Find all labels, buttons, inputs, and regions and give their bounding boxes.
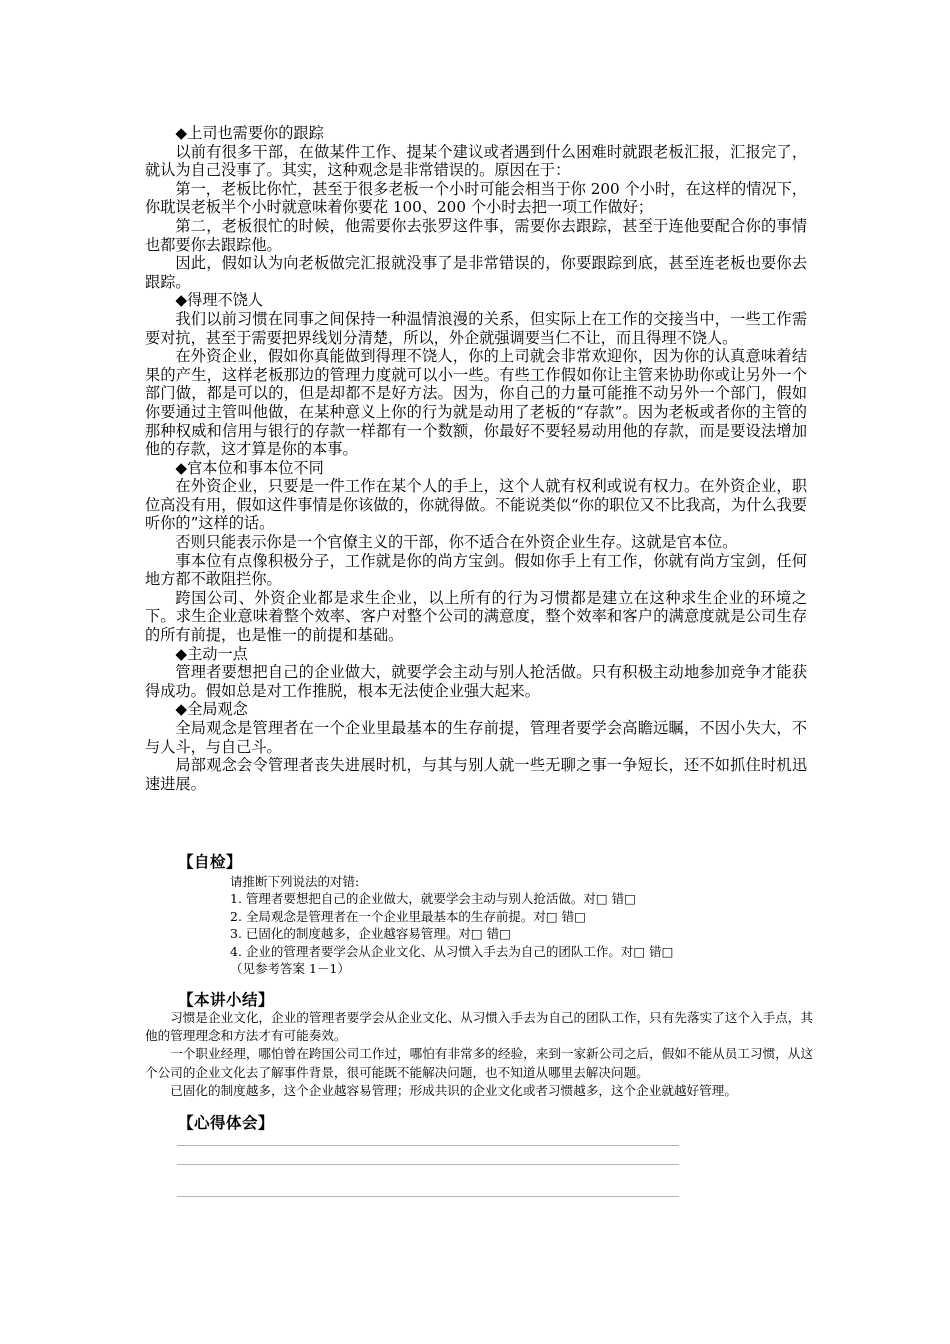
paragraph: 第二，老板很忙的时候，他需要你去张罗这件事，需要你去跟踪，甚至于连他要配合你的事情也都要你去跟踪他。 — [145, 216, 807, 254]
main-text — [145, 124, 807, 793]
heading-assertive: ◆得理不饶人 — [175, 291, 264, 310]
quiz-item: 2. 全局观念是管理者在一个企业里最基本的生存前提。对□ 错□ — [230, 908, 586, 924]
quiz-item: 3. 已固化的制度越多，企业越容易管理。对□ 错□ — [230, 926, 511, 942]
summary-paragraph: 已固化的制度越多，这个企业越容易管理；形成共识的企业文化或者习惯越多，这个企业就越好管理。 — [170, 1082, 737, 1098]
summary-paragraph: 一个职业经理，哪怕曾在跨国公司工作过，哪怕有非常多的经验，来到一家新公司之后，假如不能从员工习惯，从这个公司的企业文化去了解事件背景，很可能既不能解决问题，也不知道从哪里去解决问题。 — [145, 1046, 813, 1080]
quiz-item: 1. 管理者要想把自己的企业做大，就要学会主动与别人抢活做。对□ 错□ — [230, 891, 636, 907]
paragraph: 我们以前习惯在同事之间保持一种温情浪漫的关系，但实际上在工作的交接当中，一些工作需要对抗，甚至于需要把界线划分清楚，所以，外企就强调要当仁不让，而且得理不饶人。 — [145, 309, 807, 347]
paragraph: 在外资企业，假如你真能做到得理不饶人，你的上司就会非常欢迎你，因为你的认真意味着结果的产生，这样老板那边的管理力度就可以小一些。有些工作假如你让主管来协助你或让另外一个部门做，都是可以的，但是却都不是好方法。因为，你自己的力量可能推不动另外一个部门，假如你要通过主管叫他做，在某种意义上你的行为就是动用了老板的“存款”。因为老板或者你的主管的那种权威和信用与银行的存款一样都有一个数额，你最好不要轻易动用他的存款，而是要设法增加他的存款，这才算是你的本事。 — [145, 347, 807, 459]
summary-text — [145, 1009, 813, 1100]
paragraph: 全局观念是管理者在一个企业里最基本的生存前提，管理者要学会高瞻远瞩，不因小失大，不与人斗，与自己斗。 — [145, 719, 807, 756]
paragraph: 在外资企业，只要是一件工作在某个人的手上，这个人就有权利或说有权力。在外资企业，职位高没有用，假如这件事情是你该做的，你就得做。不能说类似“你的职位又不比我高，为什么我要听你的”这样的话。 — [145, 477, 807, 533]
paragraph: 事本位有点像积极分子，工作就是你的尚方宝剑。假如你手上有工作，你就有尚方宝剑，任何地方都不敢阻拦你。 — [145, 551, 807, 589]
reflection-writing-line — [177, 1164, 679, 1165]
heading-boss-tracking: ◆上司也需要你的跟踪 — [175, 124, 324, 142]
paragraph: 跨国公司、外资企业都是求生企业，以上所有的行为习惯都是建立在这种求生企业的环境之下。求生企业意味着整个效率、客户对整个公司的满意度，整个效率和客户的满意度就是公司生存的所有前提，也是惟一的前提和基础。 — [145, 588, 807, 645]
paragraph: 否则只能表示你是一个官僚主义的干部，你不适合在外资企业生存。这就是官本位。 — [175, 533, 738, 552]
paragraph: 第一，老板比你忙，甚至于很多老板一个小时可能会相当于你 200 个小时，在这样的情况下，你耽误老板半个小时就意味着你要花 100、200 个小时去把一项工作做好； — [145, 179, 807, 217]
reflection-title: 【心得体会】 — [178, 1114, 275, 1132]
reflection-writing-line — [177, 1196, 679, 1197]
paragraph: 局部观念会令管理者丧失进展时机，与其与别人就一些无聊之事一争短长，还不如抓住时机迅速进展。 — [145, 756, 807, 793]
reflection-writing-line — [177, 1145, 679, 1146]
quiz-item: 4. 企业的管理者要学会从企业文化、从习惯入手去为自己的团队工作。对□ 错□ — [230, 943, 674, 959]
paragraph: 以前有很多干部，在做某件工作、提某个建议或者遇到什么困难时就跟老板汇报，汇报完了，就认为自己没事了。其实，这种观念是非常错误的。原因在于： — [145, 142, 807, 180]
summary-paragraph: 习惯是企业文化，企业的管理者要学会从企业文化、从习惯入手去为自己的团队工作，只有先落实了这个入手点，其他的管理理念和方法才有可能奏效。 — [145, 1010, 813, 1044]
self-check-quiz — [230, 873, 790, 977]
paragraph: 因此，假如认为向老板做完汇报就没事了是非常错误的，你要跟踪到底，甚至连老板也要你去跟踪。 — [145, 254, 807, 291]
paragraph: 管理者要想把自己的企业做大，就要学会主动与别人抢活做。只有积极主动地参加竞争才能获得成功。假如总是对工作推脱，根本无法使企业强大起来。 — [145, 663, 807, 700]
heading-rank-vs-task: ◆官本位和事本位不同 — [175, 458, 324, 477]
self-check-title: 【自检】 — [178, 853, 243, 871]
heading-proactive: ◆主动一点 — [175, 644, 248, 663]
quiz-answer-reference: （见参考答案 1－1） — [230, 961, 350, 977]
heading-big-picture: ◆全局观念 — [175, 700, 248, 719]
summary-title: 【本讲小结】 — [178, 991, 275, 1009]
quiz-instruction: 请推断下列说法的对错: — [230, 874, 360, 889]
